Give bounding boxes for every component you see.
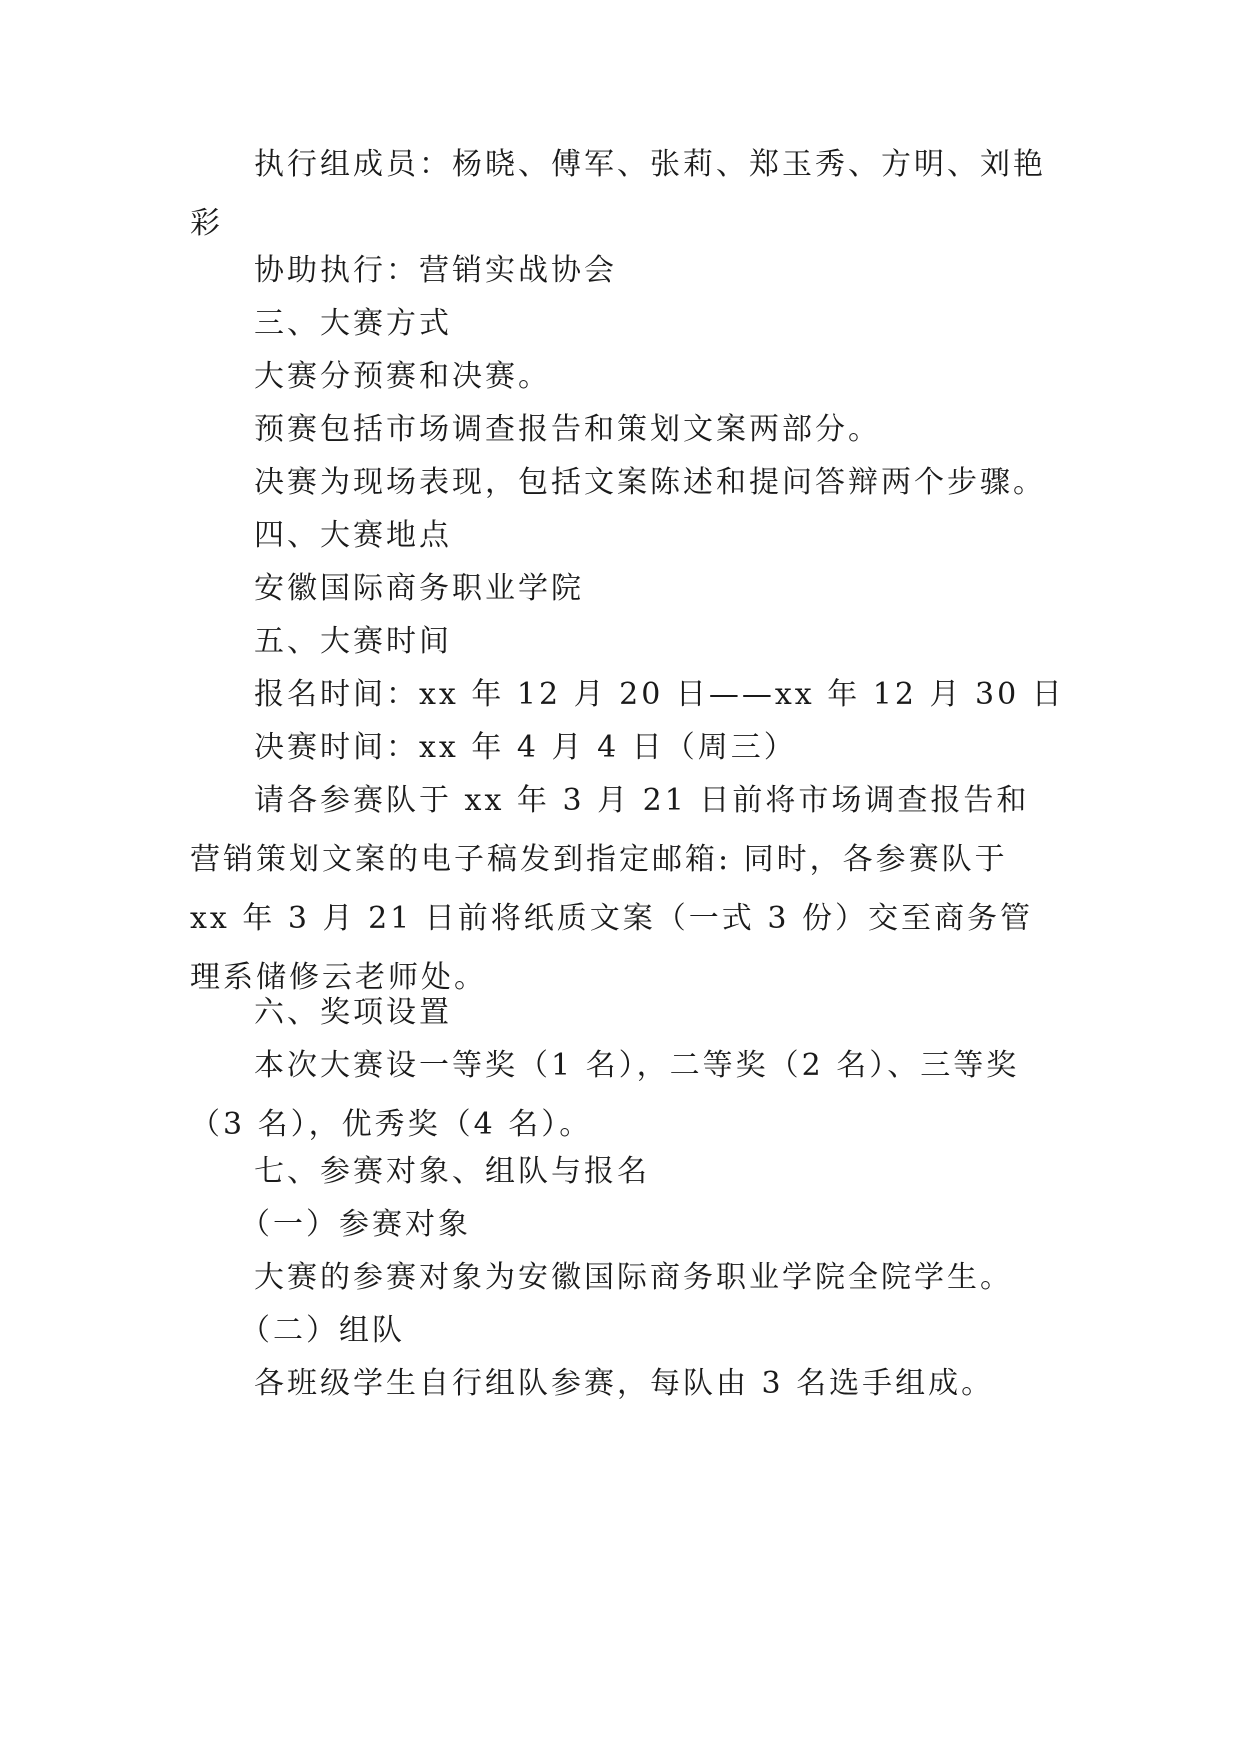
heading-participants: 七、参赛对象、组队与报名 [254,1154,650,1189]
paragraph-location: 安徽国际商务职业学院 [254,571,584,606]
heading-contest-format: 三、大赛方式 [254,306,452,341]
paragraph-final-time: 决赛时间：xx 年 4 月 4 日（周三） [254,730,797,765]
paragraph-teams: 各班级学生自行组队参赛，每队由 3 名选手组成。 [254,1366,995,1401]
paragraph-assisting-executive: 协助执行：营销实战协会 [254,253,617,288]
heading-contest-time: 五、大赛时间 [254,624,452,659]
subheading-participants: （一）参赛对象 [240,1207,471,1242]
paragraph-preliminary: 预赛包括市场调查报告和策划文案两部分。 [254,412,881,447]
paragraph-awards: 本次大赛设一等奖（1 名），二等奖（2 名）、三等奖（3 名），优秀奖（4 名）。 [190,1048,1020,1142]
heading-contest-location: 四、大赛地点 [254,518,452,553]
paragraph-final: 决赛为现场表现，包括文案陈述和提问答辩两个步骤。 [254,465,1046,500]
subheading-teams: （二）组队 [240,1313,405,1348]
paragraph-registration-time: 报名时间：xx 年 12 月 20 日——xx 年 12 月 30 日 [254,677,1065,712]
paragraph-contest-stages: 大赛分预赛和决赛。 [254,359,551,394]
paragraph-submission: 请各参赛队于 xx 年 3 月 21 日前将市场调查报告和营销策划文案的电子稿发到指定邮箱: 同时，各参赛队于 xx 年 3 月 21 日前将纸质文案（一式 3 份）交至商务管理系储修云老师处。 [190,783,1033,995]
paragraph-executive-members: 执行组成员：杨晓、傅军、张莉、郑玉秀、方明、刘艳彩 [190,147,1046,241]
paragraph-participants: 大赛的参赛对象为安徽国际商务职业学院全院学生。 [254,1260,1013,1295]
heading-awards: 六、奖项设置 [254,995,452,1030]
